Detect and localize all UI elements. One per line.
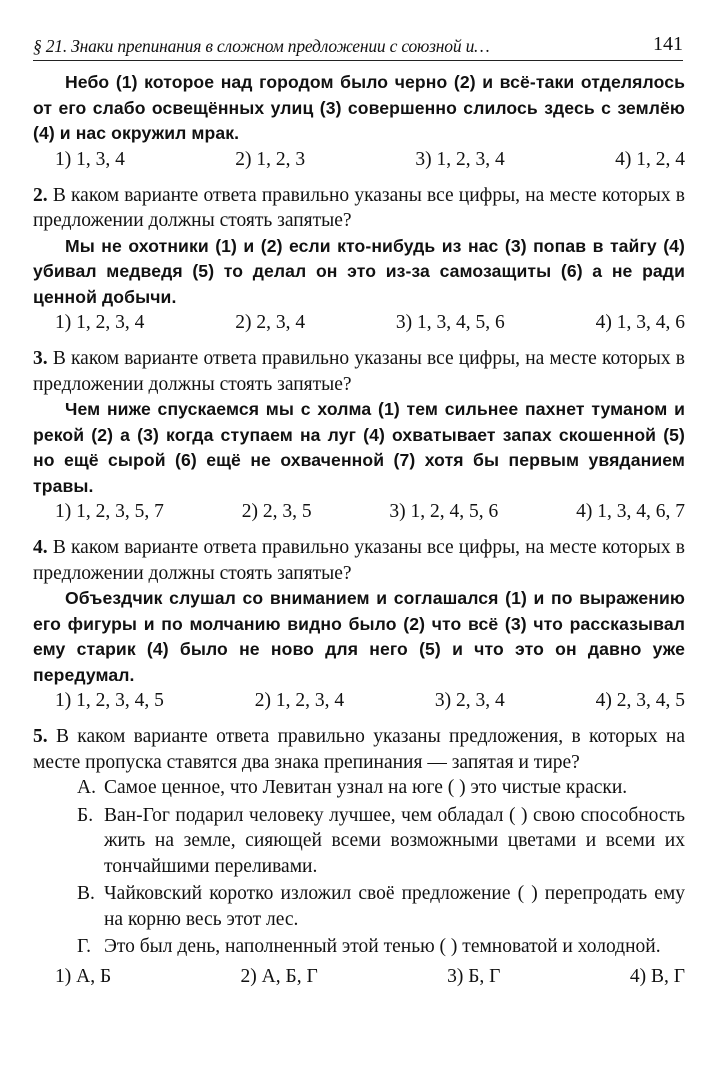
q3-option-4[interactable]: 4) 1, 3, 4, 6, 7: [576, 501, 685, 522]
q1-option-3[interactable]: 3) 1, 2, 3, 4: [415, 148, 505, 170]
q5-options: [33, 964, 685, 990]
q5-sentence-a-label: А.: [77, 777, 96, 798]
q2-question-text: В каком варианте ответа правильно указаны все цифры, на месте которых в предложении должны стоять запятые?: [33, 184, 685, 231]
q3-question: [33, 346, 685, 397]
exercise-content: [33, 70, 685, 1000]
q4-sentence: Объездчик слушал со вниманием и соглашался (1) и по выражению его фигуры и по молчанию видно было (2) что всё (3) что рассказывал ему старик (4) было не ново для него (5) и что это он давно уже передумал.: [33, 588, 685, 685]
q5-option-4[interactable]: 4) В, Г: [629, 965, 685, 987]
q5-sentence-v-label: В.: [77, 883, 95, 904]
q4-options: [33, 688, 685, 714]
q1-option-2[interactable]: 2) 1, 2, 3: [235, 148, 306, 170]
q2-option-3[interactable]: 3) 1, 3, 4, 5, 6: [395, 312, 505, 333]
q2-option-4[interactable]: 4) 1, 3, 4, 6: [595, 312, 685, 333]
q4-question-text: В каком варианте ответа правильно указаны все цифры, на месте которых в предложении должны стоять запятые?: [33, 537, 685, 584]
q5-sentence-g-text: Это был день, наполненный этой тенью ( ) темноватой и холодной.: [104, 936, 661, 957]
q4-option-3[interactable]: 3) 2, 3, 4: [434, 690, 505, 711]
q2-option-1[interactable]: 1) 1, 2, 3, 4: [55, 312, 145, 333]
question-5: [33, 724, 685, 990]
q5-sentence-b-label: Б.: [77, 804, 94, 826]
q5-sentence-g-label: Г.: [77, 936, 91, 957]
q3-options: [33, 499, 685, 525]
q2-sentence: Мы не охотники (1) и (2) если кто-нибудь из нас (3) попав в тайгу (4) убивал медведя (5) то делал он это из-за самозащиты (6) а не ради ценной добычи.: [33, 235, 685, 307]
q5-option-1[interactable]: 1) А, Б: [55, 965, 112, 987]
q3-option-3[interactable]: 3) 1, 2, 4, 5, 6: [389, 501, 499, 522]
q3-question-text: В каком варианте ответа правильно указаны все цифры, на месте которых в предложении должны стоять запятые?: [33, 348, 685, 395]
q3-option-1[interactable]: 1) 1, 2, 3, 5, 7: [55, 501, 164, 522]
question-4: [33, 535, 685, 714]
q3-sentence: Чем ниже спускаемся мы с холма (1) тем сильнее пахнет туманом и рекой (2) а (3) когда ступаем на луг (4) охватывает запах скошенной (5) но ещё сырой (6) ещё не охваченной (7) хотя бы первым увяданием травы.: [33, 399, 685, 496]
q1-sentence: Небо (1) которое над городом было черно (2) и всё-таки отделялось от его слабо освещённых улиц (3) совершенно слилось здесь с землёю (4) и нас окружил мрак.: [33, 72, 685, 143]
q5-sentence-a: [77, 775, 685, 801]
q4-option-4[interactable]: 4) 2, 3, 4, 5: [595, 690, 685, 711]
q4-option-2[interactable]: 2) 1, 2, 3, 4: [254, 690, 345, 711]
section-title: § 21. Знаки препинания в сложном предложении с союзной и…: [33, 36, 490, 56]
q5-sentence-b: [77, 803, 685, 880]
q2-option-2[interactable]: 2) 2, 3, 4: [235, 312, 306, 333]
q5-sentence-v-text: Чайковский коротко изложил своё предложение ( ) перепродать ему на корню весь этот лес.: [104, 883, 685, 930]
q5-number: 5.: [33, 726, 48, 747]
q1-options: [33, 147, 685, 173]
q4-question: [33, 535, 685, 586]
q1-option-4[interactable]: 4) 1, 2, 4: [615, 148, 685, 170]
q5-sentence-b-text: Ван-Гог подарил человеку лучшее, чем обладал ( ) свою способность жить на земле, сияющей всеми возможными цветами и всеми их тончайшими переливами.: [104, 804, 685, 877]
q4-number: 4.: [33, 537, 48, 558]
q3-option-2[interactable]: 2) 2, 3, 5: [241, 501, 312, 522]
q3-number: 3.: [33, 348, 48, 369]
q5-sentence-a-text: Самое ценное, что Левитан узнал на юге ( ) это чистые краски.: [104, 777, 628, 798]
question-3: [33, 346, 685, 525]
question-2: [33, 183, 685, 337]
q5-sentence-v: [77, 881, 685, 932]
question-1: [33, 70, 685, 173]
q1-option-1[interactable]: 1) 1, 3, 4: [55, 148, 125, 170]
page-header: [33, 30, 683, 61]
q2-number: 2.: [33, 184, 48, 206]
q5-sentence-list: [33, 775, 685, 960]
q5-question: [33, 724, 685, 775]
q5-sentence-g: [77, 934, 685, 960]
q2-options: [33, 310, 685, 336]
q5-question-text: В каком варианте ответа правильно указаны предложения, в которых на месте пропуска ставятся два знака препинания — запятая и тире?: [33, 726, 686, 773]
page-number: 141: [653, 33, 683, 55]
q5-option-2[interactable]: 2) А, Б, Г: [240, 965, 318, 987]
q5-option-3[interactable]: 3) Б, Г: [447, 965, 501, 987]
q2-question: [33, 183, 685, 234]
q4-option-1[interactable]: 1) 1, 2, 3, 4, 5: [55, 690, 164, 711]
